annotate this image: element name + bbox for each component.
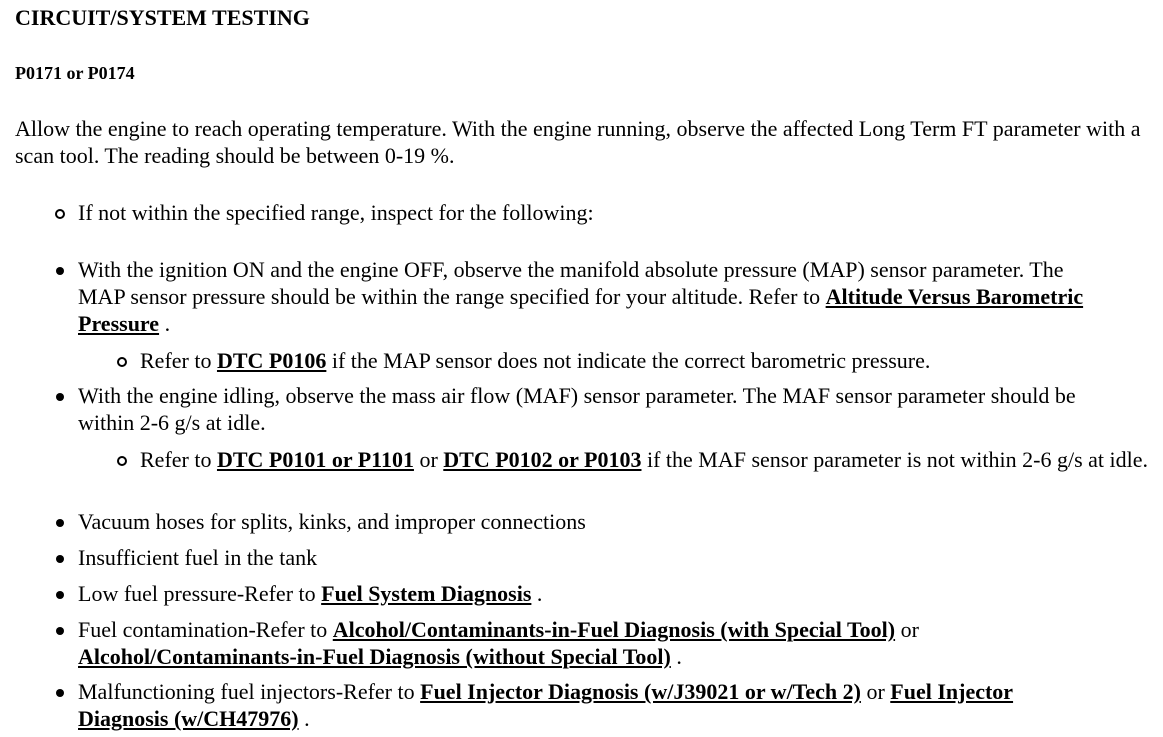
map-sub-post: if the MAP sensor does not indicate the correct barometric pressure. xyxy=(326,348,931,373)
map-text xyxy=(78,256,1108,337)
link-dtc-p0102-p0103[interactable]: DTC P0102 or P0103 xyxy=(443,447,642,472)
maf-sub-text xyxy=(140,446,1150,473)
link-dtc-p0101-p1101[interactable]: DTC P0101 or P1101 xyxy=(216,447,414,472)
injectors-mid: or xyxy=(860,679,891,704)
disc-bullet-icon xyxy=(56,627,64,635)
maf-text: With the engine idling, observe the mass air flow (MAF) sensor parameter. The MAF sensor parameter should be within 2-6 g/s at idle. xyxy=(78,383,1076,435)
injectors-tail: . xyxy=(298,706,310,731)
disc-bullet-icon xyxy=(56,555,64,563)
link-alcohol-without-tool[interactable]: Alcohol/Contaminants-in-Fuel Diagnosis (without Special Tool) xyxy=(78,644,671,669)
link-fuel-system-diagnosis[interactable]: Fuel System Diagnosis xyxy=(321,581,532,606)
fuel-pressure-text xyxy=(78,580,542,607)
circle-bullet-icon xyxy=(117,357,127,367)
map-text-body: With the ignition ON and the engine OFF, observe the manifold absolute pressure (MAP) sensor parameter. The MAP sensor pressure should be within the range specified for your altitude. Refer to xyxy=(78,257,1064,309)
link-dtc-p0106[interactable]: DTC P0106 xyxy=(216,348,327,373)
injectors-text xyxy=(78,678,1078,732)
intro-paragraph: Allow the engine to reach operating temperature. With the engine running, observe the affected Long Term FT parameter with a scan tool. The reading should be between 0-19 %. xyxy=(15,116,1141,168)
fuel-pressure-pre: Low fuel pressure-Refer to xyxy=(78,581,322,606)
inspect-text: If not within the specified range, inspect for the following: xyxy=(78,200,594,225)
disc-bullet-icon xyxy=(56,519,64,527)
maf-sub-post: if the MAF sensor parameter is not within 2-6 g/s at idle. xyxy=(641,447,1149,472)
disc-bullet-icon xyxy=(56,393,64,401)
maf-sub-pre: Refer to xyxy=(140,447,217,472)
circle-bullet-icon xyxy=(117,456,127,466)
circle-bullet-icon xyxy=(55,209,65,219)
disc-bullet-icon xyxy=(56,267,64,275)
fuel-contamination-text xyxy=(78,616,1078,670)
vacuum-text: Vacuum hoses for splits, kinks, and improper connections xyxy=(78,509,586,534)
map-sub-text xyxy=(140,347,1150,374)
link-altitude-vs-barometric[interactable]: Altitude Versus Barometric Pressure xyxy=(78,284,1084,336)
maf-sub-mid: or xyxy=(413,447,444,472)
map-sub-pre: Refer to xyxy=(140,348,217,373)
map-text-tail: . xyxy=(159,311,171,336)
fuel-contamination-mid: or xyxy=(895,617,919,642)
disc-bullet-icon xyxy=(56,689,64,697)
link-alcohol-with-tool[interactable]: Alcohol/Contaminants-in-Fuel Diagnosis (with Special Tool) xyxy=(332,617,896,642)
fuel-contamination-pre: Fuel contamination-Refer to xyxy=(78,617,333,642)
fuel-contamination-tail: . xyxy=(670,644,682,669)
link-injector-ch47976[interactable]: Fuel Injector Diagnosis (w/CH47976) xyxy=(78,679,1014,731)
disc-bullet-icon xyxy=(56,591,64,599)
injectors-pre: Malfunctioning fuel injectors-Refer to xyxy=(78,679,421,704)
link-injector-j39021[interactable]: Fuel Injector Diagnosis (w/J39021 or w/Tech 2) xyxy=(420,679,861,704)
page-title: CIRCUIT/SYSTEM TESTING xyxy=(15,5,310,30)
section-heading: P0171 or P0174 xyxy=(15,63,135,83)
fuel-pressure-tail: . xyxy=(531,581,543,606)
fuel-tank-text: Insufficient fuel in the tank xyxy=(78,545,318,570)
